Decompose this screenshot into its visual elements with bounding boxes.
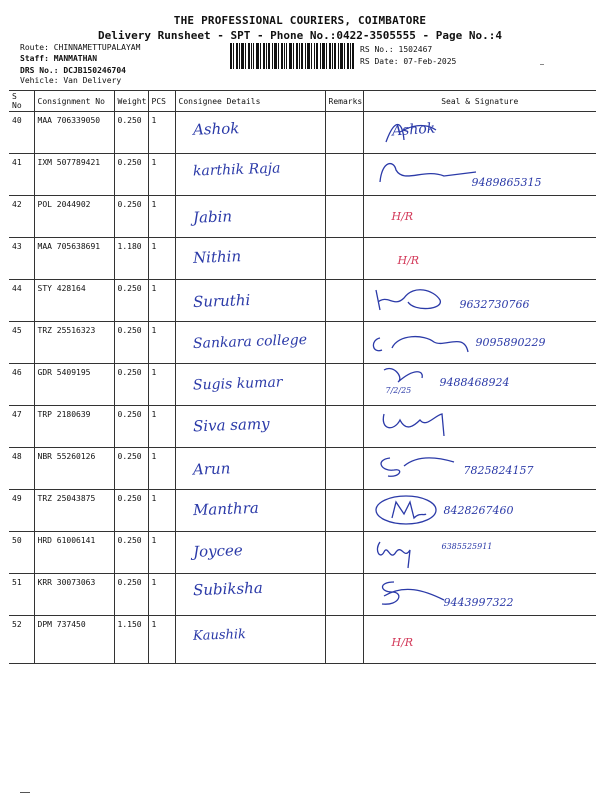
consignment-cell: NBR 55260126 bbox=[34, 448, 114, 490]
weight-cell: 0.250 bbox=[114, 322, 148, 364]
pcs-cell: 1 bbox=[148, 490, 175, 532]
seal-signature-cell bbox=[363, 364, 596, 406]
consignment-cell: HRD 61006141 bbox=[34, 532, 114, 574]
consignee-name: Joycee bbox=[192, 541, 243, 561]
consignee-cell bbox=[175, 322, 325, 364]
sno-cell: 50 bbox=[9, 532, 34, 574]
rs-number: RS No.: 1502467 bbox=[360, 45, 433, 54]
seal-signature-cell bbox=[363, 196, 596, 238]
col-header-weight: Weight bbox=[114, 91, 148, 112]
weight-cell: 0.250 bbox=[114, 490, 148, 532]
sno-cell: 47 bbox=[9, 406, 34, 448]
sno-cell: 44 bbox=[9, 280, 34, 322]
consignment-cell: GDR 5409195 bbox=[34, 364, 114, 406]
pcs-cell: 1 bbox=[148, 196, 175, 238]
weight-cell: 0.250 bbox=[114, 448, 148, 490]
consignee-name: Subiksha bbox=[192, 578, 263, 600]
remarks-cell bbox=[325, 112, 363, 154]
seal-signature-cell bbox=[363, 112, 596, 154]
consignment-cell: MAA 705638691 bbox=[34, 238, 114, 280]
consignment-cell: IXM 507789421 bbox=[34, 154, 114, 196]
remarks-cell bbox=[325, 448, 363, 490]
consignee-name: Sankara college bbox=[192, 332, 307, 352]
remarks-cell bbox=[325, 532, 363, 574]
seal-signature-cell bbox=[363, 406, 596, 448]
col-header-sno: S No bbox=[9, 91, 34, 112]
consignment-cell: TRZ 25043875 bbox=[34, 490, 114, 532]
weight-cell: 0.250 bbox=[114, 406, 148, 448]
pcs-cell: 1 bbox=[148, 112, 175, 154]
signature-phone: 9489865315 bbox=[471, 176, 542, 189]
staff-label: Staff: MANMATHAN bbox=[20, 54, 98, 63]
table-row bbox=[9, 448, 596, 490]
consignee-cell bbox=[175, 574, 325, 616]
pcs-cell: 1 bbox=[148, 406, 175, 448]
seal-signature-cell bbox=[363, 154, 596, 196]
sno-cell: 41 bbox=[9, 154, 34, 196]
weight-cell: 0.250 bbox=[114, 196, 148, 238]
sno-cell: 40 bbox=[9, 112, 34, 154]
consignee-name: Arun bbox=[192, 459, 231, 479]
consignee-name: Suruthi bbox=[192, 291, 251, 311]
barcode-icon bbox=[230, 43, 354, 69]
col-header-pcs: PCS bbox=[148, 91, 175, 112]
table-row bbox=[9, 238, 596, 280]
pcs-cell: 1 bbox=[148, 238, 175, 280]
pcs-cell: 1 bbox=[148, 322, 175, 364]
sno-cell: 52 bbox=[9, 616, 34, 664]
consignee-name: Nithin bbox=[192, 247, 241, 267]
table-row bbox=[9, 322, 596, 364]
page-edge-mark bbox=[20, 792, 30, 796]
col-header-remarks: Remarks bbox=[325, 91, 363, 112]
remarks-cell bbox=[325, 616, 363, 664]
seal-signature-cell bbox=[363, 238, 596, 280]
consignee-name: Kaushik bbox=[192, 627, 246, 644]
consignee-name: Sugis kumar bbox=[192, 374, 283, 394]
weight-cell: 0.250 bbox=[114, 154, 148, 196]
route-label: Route: CHINNAMETTUPALAYAM bbox=[20, 43, 141, 52]
vehicle-label: Vehicle: Van Delivery bbox=[20, 76, 122, 85]
signature-phone: 9095890229 bbox=[475, 336, 546, 349]
weight-cell: 1.180 bbox=[114, 238, 148, 280]
table-row bbox=[9, 196, 596, 238]
runsheet-title: THE PROFESSIONAL COURIERS, COIMBATORE bbox=[173, 14, 427, 27]
table-header-row bbox=[9, 91, 596, 112]
weight-cell: 0.250 bbox=[114, 364, 148, 406]
pcs-cell: 1 bbox=[148, 364, 175, 406]
table-row bbox=[9, 112, 596, 154]
handwritten-remark: H/R bbox=[391, 636, 414, 649]
weight-cell: 0.250 bbox=[114, 280, 148, 322]
sno-cell: 45 bbox=[9, 322, 34, 364]
seal-signature-cell bbox=[363, 280, 596, 322]
consignee-name: Ashok bbox=[192, 119, 240, 139]
signature-scribble bbox=[364, 406, 574, 447]
consignee-cell bbox=[175, 364, 325, 406]
runsheet-table bbox=[9, 90, 596, 664]
drs-number: DRS No.: DCJB150246704 bbox=[20, 66, 126, 75]
handwritten-remark: H/R bbox=[391, 210, 414, 223]
consignee-cell bbox=[175, 406, 325, 448]
signature-scribble bbox=[364, 154, 574, 195]
signature-phone: 6385525911 bbox=[441, 542, 493, 551]
consignment-cell: TRP 2180639 bbox=[34, 406, 114, 448]
handwritten-remark: H/R bbox=[397, 254, 420, 267]
consignee-cell bbox=[175, 616, 325, 664]
pcs-cell: 1 bbox=[148, 574, 175, 616]
consignee-cell bbox=[175, 112, 325, 154]
table-row bbox=[9, 616, 596, 664]
seal-signature-cell bbox=[363, 616, 596, 664]
consignee-cell bbox=[175, 238, 325, 280]
remarks-cell bbox=[325, 574, 363, 616]
sno-cell: 48 bbox=[9, 448, 34, 490]
pcs-cell: 1 bbox=[148, 616, 175, 664]
col-header-consignment: Consignment No bbox=[34, 91, 114, 112]
remarks-cell bbox=[325, 238, 363, 280]
sno-cell: 51 bbox=[9, 574, 34, 616]
seal-signature-cell bbox=[363, 490, 596, 532]
consignment-cell: STY 428164 bbox=[34, 280, 114, 322]
table-row bbox=[9, 490, 596, 532]
consignee-name: Manthra bbox=[192, 498, 259, 520]
runsheet-subtitle: Delivery Runsheet - SPT - Phone No.:0422-3505555 - Page No.:4 bbox=[98, 29, 502, 42]
sno-cell: 46 bbox=[9, 364, 34, 406]
table-row bbox=[9, 574, 596, 616]
remarks-cell bbox=[325, 490, 363, 532]
consignee-cell bbox=[175, 196, 325, 238]
signature-phone: 9443997322 bbox=[443, 596, 514, 609]
signature-date: 7/2/25 bbox=[385, 386, 412, 395]
seal-signature-cell bbox=[363, 448, 596, 490]
weight-cell: 0.250 bbox=[114, 532, 148, 574]
signature-phone: 9488468924 bbox=[439, 376, 510, 389]
sno-cell: 42 bbox=[9, 196, 34, 238]
seal-signature-cell bbox=[363, 574, 596, 616]
consignee-cell bbox=[175, 448, 325, 490]
table-row bbox=[9, 154, 596, 196]
sno-cell: 43 bbox=[9, 238, 34, 280]
signature-phone: 9632730766 bbox=[459, 298, 530, 311]
consignee-name: karthik Raja bbox=[192, 160, 281, 180]
consignee-cell bbox=[175, 154, 325, 196]
weight-cell: 1.150 bbox=[114, 616, 148, 664]
remarks-cell bbox=[325, 322, 363, 364]
consignment-cell: DPM 737450 bbox=[34, 616, 114, 664]
seal-signature-cell bbox=[363, 532, 596, 574]
weight-cell: 0.250 bbox=[114, 112, 148, 154]
col-header-consignee: Consignee Details bbox=[175, 91, 325, 112]
signature-scribble bbox=[364, 112, 574, 153]
consignment-cell: KRR 30073063 bbox=[34, 574, 114, 616]
consignee-cell bbox=[175, 490, 325, 532]
rs-date: RS Date: 07-Feb-2025 bbox=[360, 57, 457, 66]
pcs-cell: 1 bbox=[148, 280, 175, 322]
signature-scribble bbox=[364, 532, 574, 573]
consignment-cell: TRZ 25516323 bbox=[34, 322, 114, 364]
consignee-cell bbox=[175, 280, 325, 322]
signature-phone: 7825824157 bbox=[463, 464, 534, 477]
remarks-cell bbox=[325, 280, 363, 322]
stray-mark bbox=[540, 64, 544, 65]
consignee-name: Jabin bbox=[192, 207, 232, 227]
weight-cell: 0.250 bbox=[114, 574, 148, 616]
consignee-cell bbox=[175, 532, 325, 574]
table-row bbox=[9, 532, 596, 574]
signature-text: Ashok bbox=[390, 120, 436, 140]
consignment-cell: POL 2044902 bbox=[34, 196, 114, 238]
signature-phone: 8428267460 bbox=[443, 504, 514, 517]
pcs-cell: 1 bbox=[148, 448, 175, 490]
consignment-cell: MAA 706339050 bbox=[34, 112, 114, 154]
remarks-cell bbox=[325, 196, 363, 238]
pcs-cell: 1 bbox=[148, 532, 175, 574]
remarks-cell bbox=[325, 364, 363, 406]
table-row bbox=[9, 280, 596, 322]
seal-signature-cell bbox=[363, 322, 596, 364]
col-header-signature: Seal & Signature bbox=[363, 91, 596, 112]
pcs-cell: 1 bbox=[148, 154, 175, 196]
sno-cell: 49 bbox=[9, 490, 34, 532]
consignee-name: Siva samy bbox=[192, 414, 270, 436]
remarks-cell bbox=[325, 154, 363, 196]
table-row bbox=[9, 364, 596, 406]
table-row bbox=[9, 406, 596, 448]
remarks-cell bbox=[325, 406, 363, 448]
